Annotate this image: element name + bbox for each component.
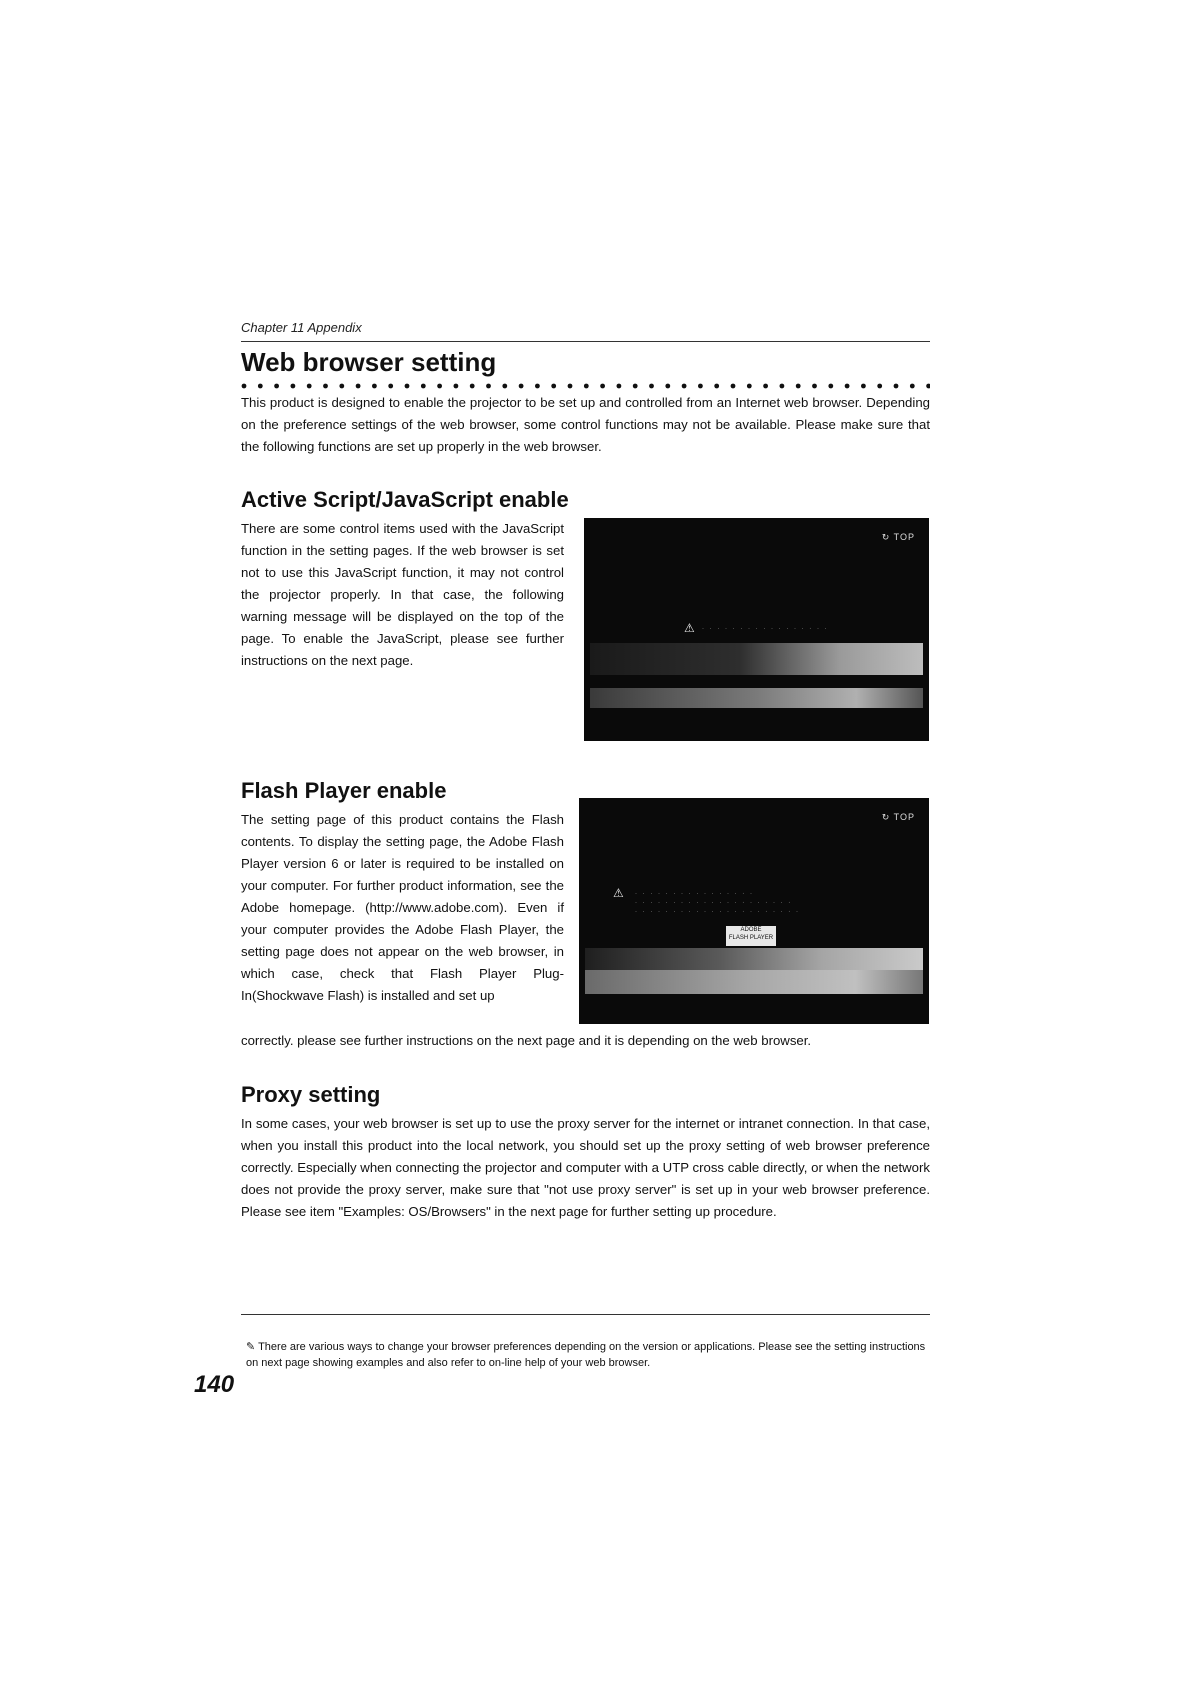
divider-dot <box>665 384 670 389</box>
divider-dot <box>356 384 361 389</box>
footnote-text: There are various ways to change your browser preferences depending on the version or applications. Please see the setting instructions on next page showing examples and also refer to on-line help of your web browser. <box>246 1341 926 1369</box>
divider-dot <box>502 384 507 389</box>
divider-dot <box>258 384 263 389</box>
divider-dot <box>535 384 540 389</box>
divider-dot <box>698 384 703 389</box>
divider-dot <box>780 384 785 389</box>
top-badge: ↻ TOP <box>881 532 915 542</box>
screenshot-band-lower <box>590 688 923 708</box>
divider-dot <box>910 384 915 389</box>
divider-dot <box>649 384 654 389</box>
divider-dot <box>861 384 866 389</box>
flash-player-logo: ADOBE FLASH PLAYER <box>726 926 776 946</box>
page-number: 140 <box>194 1371 235 1398</box>
flash-body: The setting page of this product contains the Flash contents. To display the setting page, the Adobe Flash Player version 6 or later is required to be installed on your computer. For further product information, see the Adobe homepage. (http://www.adobe.com). Even if your computer provides the Adobe Flash Player, the setting page does not appear on the web browser, in which case, check that Flash Player Plug-In(Shockwave Flash) is installed and set up <box>241 812 564 1003</box>
note-pencil-icon: ✎ <box>246 1341 256 1353</box>
divider-dot <box>437 384 442 389</box>
divider-dot <box>747 384 752 389</box>
warning-icon: ⚠ <box>613 886 624 900</box>
footnote <box>246 1339 930 1371</box>
chapter-header: Chapter 11 Appendix <box>241 320 362 335</box>
divider-dot <box>926 384 930 389</box>
divider-dot <box>470 384 475 389</box>
divider-dot <box>372 384 377 389</box>
flash-warning-screenshot <box>579 798 929 1024</box>
divider-dot <box>617 384 622 389</box>
divider-dot <box>731 384 736 389</box>
warning-icon: ⚠ <box>684 621 695 635</box>
footer-rule <box>241 1314 930 1315</box>
divider-dot <box>682 384 687 389</box>
divider-dot <box>405 384 410 389</box>
divider-dot <box>568 384 573 389</box>
divider-dot <box>291 384 296 389</box>
divider-dot <box>714 384 719 389</box>
dotted-divider <box>241 383 930 389</box>
javascript-heading: Active Script/JavaScript enable <box>241 487 569 512</box>
divider-dot <box>845 384 850 389</box>
divider-dot <box>339 384 344 389</box>
divider-dot <box>454 384 459 389</box>
divider-dot <box>519 384 524 389</box>
divider-dot <box>323 384 328 389</box>
divider-dot <box>894 384 899 389</box>
divider-dot <box>551 384 556 389</box>
divider-dot <box>584 384 589 389</box>
divider-dot <box>633 384 638 389</box>
flash-heading: Flash Player enable <box>241 778 447 803</box>
divider-dot <box>812 384 817 389</box>
proxy-section <box>241 1082 380 1108</box>
warning-message: · · · · · · · · · · · · · · · · · <box>702 626 829 632</box>
screenshot-band-upper <box>590 643 923 675</box>
divider-dot <box>600 384 605 389</box>
header-rule <box>241 341 930 342</box>
proxy-body: In some cases, your web browser is set up to use the proxy server for the internet or intranet connection. In that case, when you install this product into the local network, you should set up the proxy setting of web browser preference correctly. Especially when connecting the projector and computer with a UTP cross cable directly, or when the network does not provide the proxy server, make sure that "not use proxy server" is set up in your web browser preference. Please see item "Examples: OS/Browsers" in the next page for further setting up procedure. <box>241 1116 930 1219</box>
divider-dot <box>307 384 312 389</box>
javascript-section <box>241 487 569 513</box>
intro-paragraph: This product is designed to enable the projector to be set up and controlled from an Internet web browser. Depending on the preference settings of the web browser, some control functions may not be available. Please make sure that the following functions are set up properly in the web browser. <box>241 395 930 454</box>
divider-dot <box>877 384 882 389</box>
proxy-heading: Proxy setting <box>241 1082 381 1107</box>
divider-dot <box>796 384 801 389</box>
flash-body-continued: correctly. please see further instructions on the next page and it is depending on the web browser. <box>241 1033 812 1048</box>
divider-dot <box>763 384 768 389</box>
javascript-body: There are some control items used with the JavaScript function in the setting pages. If the web browser is set not to use this JavaScript function, it may not control the projector properly. In that case, the following warning message will be displayed on the top of the page. To enable the JavaScript, please see further instructions on the next page. <box>241 521 564 668</box>
divider-dot <box>486 384 491 389</box>
top-badge: ↻ TOP <box>881 812 915 822</box>
screenshot-band-lower <box>585 970 923 994</box>
divider-dot <box>242 384 247 389</box>
divider-dot <box>274 384 279 389</box>
flash-section <box>241 778 446 804</box>
page-title: Web browser setting <box>241 347 497 377</box>
divider-dot <box>388 384 393 389</box>
javascript-warning-screenshot <box>584 518 929 741</box>
warning-message: · · · · · · · · · · · · · · · · · · · · · · · · · · · · · · · · · · · · · · · · · · · · · · · · · · · · · · · · · · · <box>635 891 800 915</box>
divider-dot <box>828 384 833 389</box>
divider-dot <box>421 384 426 389</box>
